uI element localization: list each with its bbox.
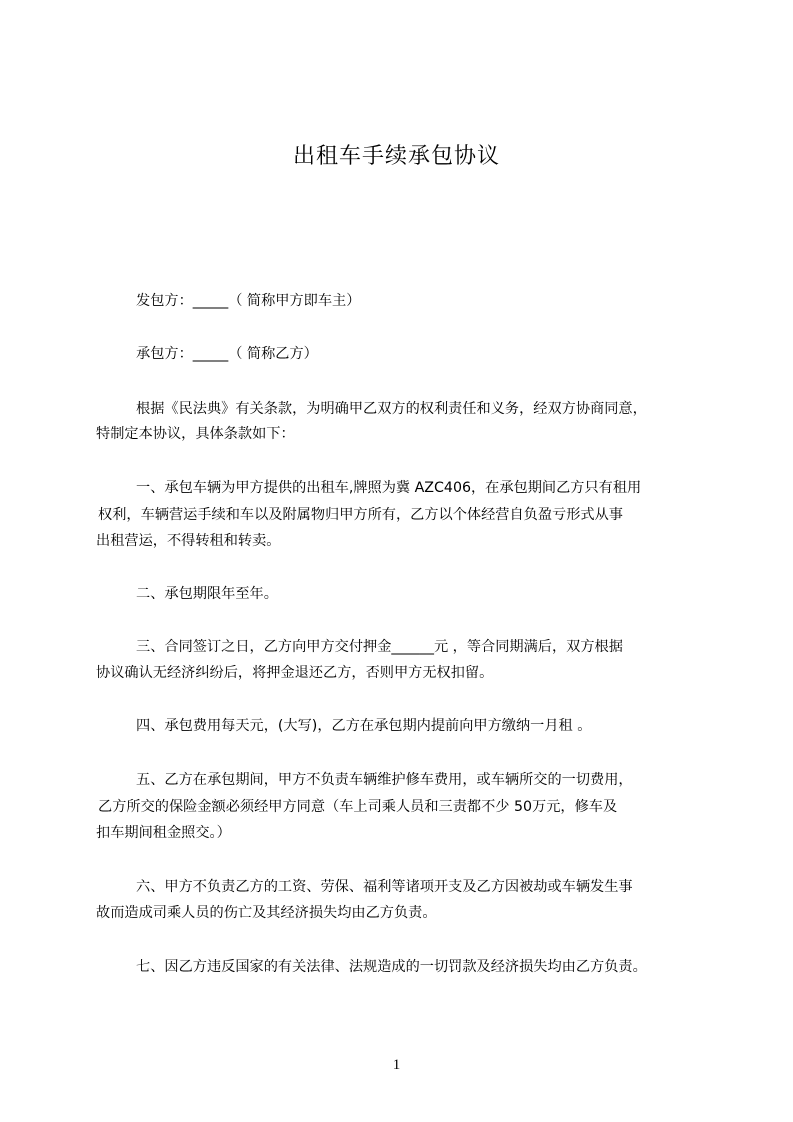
clause-3-line-2: 协议确认无经济纠纷后，将押金退还乙方，否则甲方无权扣留。	[96, 665, 494, 681]
clause-2-line: 二、承包期限年至年。	[136, 586, 278, 602]
clause-1-line-3: 出租营运，不得转租和转卖。	[96, 533, 281, 549]
clause-6-line-1: 六、甲方不负责乙方的工资、劳保、福利等诸项开支及乙方因被劫或车辆发生事	[136, 879, 633, 895]
clause-1-line-1: 一、承包车辆为甲方提供的出租车,牌照为冀 AZC406，在承包期间乙方只有租用	[136, 480, 642, 496]
preamble-line-2: 特制定本协议，具体条款如下：	[96, 426, 295, 442]
party-b-line: 承包方：_____（ 简称乙方）	[136, 346, 318, 362]
clause-5-line-1: 五、乙方在承包期间，甲方不负责车辆维护修车费用，或车辆所交的一切费用，	[136, 772, 633, 788]
clause-5-line-2: 乙方所交的保险金额必须经甲方同意（车上司乘人员和三责都不少 50万元，修车及	[98, 799, 618, 815]
clause-5-line-3: 扣车期间租金照交。）	[96, 825, 231, 841]
clause-6-line-2: 故而造成司乘人员的伤亡及其经济损失均由乙方负责。	[96, 905, 437, 921]
page-number: 1	[392, 1057, 401, 1073]
clause-3-line-1: 三、合同签订之日，乙方向甲方交付押金______元 ，等合同期满后，双方根据	[136, 639, 623, 655]
party-a-line: 发包方：_____（ 简称甲方即车主）	[136, 293, 361, 309]
document-title: 出租车手续承包协议	[292, 144, 500, 169]
clause-7-line: 七、因乙方违反国家的有关法律、法规造成的一切罚款及经济损失均由乙方负责。	[136, 959, 647, 975]
clause-4-line: 四、承包费用每天元，(大写)，乙方在承包期内提前向甲方缴纳一月租 。	[136, 718, 592, 734]
preamble-line-1: 根据《民法典》有关条款，为明确甲乙双方的权利责任和义务，经双方协商同意，	[136, 401, 647, 417]
clause-1-line-2: 权利，车辆营运手续和车以及附属物归甲方所有，乙方以个体经营自负盈亏形式从事	[98, 507, 623, 523]
